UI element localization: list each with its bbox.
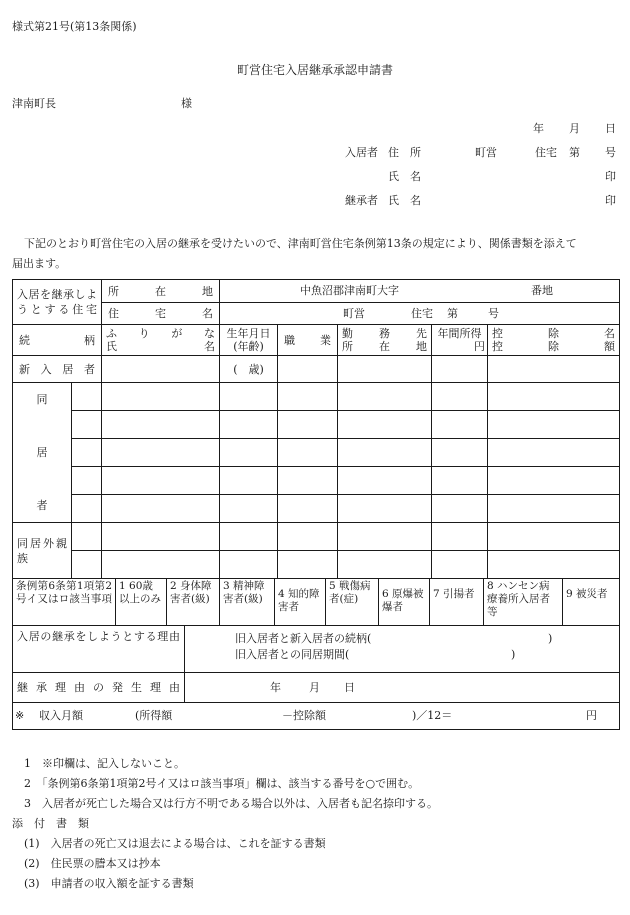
- successor-role: 継承者: [345, 194, 378, 207]
- category-5-num: 5: [329, 580, 336, 592]
- cohabitant-row-4-name[interactable]: [102, 467, 220, 495]
- income-formula1: (所得額: [135, 709, 173, 722]
- housing-name-label: 住 宅 名: [102, 303, 220, 325]
- hdr-deduction1: 控除名: [492, 327, 615, 340]
- new-resident-name-cell[interactable]: [102, 356, 220, 383]
- cohabitant-row-5-relation[interactable]: [72, 495, 102, 523]
- cohabitant-row-3-occupation[interactable]: [278, 439, 338, 467]
- category-4-num: 4: [278, 588, 285, 600]
- reason-line1: 旧入居者と新入居者の続柄(: [235, 632, 372, 645]
- hdr-workplace2: 所在地: [342, 340, 427, 353]
- cohabitant-char-3: 者: [36, 499, 48, 512]
- category-7-text: 引揚者: [443, 588, 475, 600]
- income-yen: 円: [586, 709, 597, 722]
- cohabitant-row-5-birth[interactable]: [220, 495, 278, 523]
- hdr-name: 氏名: [106, 340, 215, 353]
- cohabitant-row-1-relation[interactable]: [72, 383, 102, 411]
- category-1-num: 1: [119, 580, 126, 592]
- category-6-num: 6: [382, 588, 389, 600]
- cohabitant-row-3-birth[interactable]: [220, 439, 278, 467]
- cohabitant-row-3-income[interactable]: [432, 439, 488, 467]
- housing-name-field[interactable]: [220, 303, 620, 325]
- cohabitant-row-5-occupation[interactable]: [278, 495, 338, 523]
- income-formula3: )／12＝: [412, 709, 453, 722]
- cohabitant-row-4-deduction[interactable]: [488, 467, 620, 495]
- cause-label: 継承理由の発生理由: [13, 673, 185, 702]
- application-table: [12, 279, 620, 730]
- outside-cohabitant-label: 同居外親族: [13, 523, 72, 579]
- category-9-text: 被災者: [576, 588, 608, 600]
- cause-field[interactable]: [185, 673, 619, 702]
- note-3: 3 入居者が死亡した場合又は行方不明である場合以外は、入居者も記名捺印する。: [24, 797, 438, 810]
- cohabitant-row-2-workplace[interactable]: [338, 411, 432, 439]
- outside-row-2-income[interactable]: [432, 551, 488, 579]
- resident-name-label: 氏 名: [388, 170, 421, 183]
- new-resident-income-cell[interactable]: [432, 356, 488, 383]
- cause-year: 年: [270, 681, 281, 694]
- reason-row: [13, 626, 620, 673]
- attachments-title: 添 付 書 類: [12, 817, 89, 830]
- hdr-birth: 生年月日: [226, 327, 271, 340]
- hdr-deduction2: 控除額: [492, 340, 615, 353]
- date-month: 月: [569, 122, 580, 135]
- cohabitant-row-3-name[interactable]: [102, 439, 220, 467]
- cohabitant-row-2-relation[interactable]: [72, 411, 102, 439]
- cohabitant-row-1-occupation[interactable]: [278, 383, 338, 411]
- hdr-workplace1: 勤務先: [342, 327, 427, 340]
- category-8-text: ハンセン病療養所入居者等: [487, 580, 550, 618]
- cohabitant-row-1-income[interactable]: [432, 383, 488, 411]
- reason-line1-end: ): [548, 632, 553, 645]
- category-8[interactable]: [484, 579, 563, 625]
- outside-row-2-deduction[interactable]: [488, 551, 620, 579]
- category-1[interactable]: [116, 579, 167, 625]
- category-label: 条例第6条第1項第2号イ又はロ該当事項: [13, 579, 116, 625]
- cohabitant-row-3-workplace[interactable]: [338, 439, 432, 467]
- cause-month: 月: [309, 681, 320, 694]
- new-resident-age[interactable]: ( 歳): [220, 356, 278, 383]
- category-3-text: 精神障害者(級): [223, 580, 265, 605]
- income-formula2: －控除額: [282, 709, 326, 722]
- cause-row: [13, 673, 620, 703]
- outside-row-1-birth[interactable]: [220, 523, 278, 551]
- category-4[interactable]: [275, 579, 326, 625]
- hdr-relation: 続柄: [13, 325, 102, 356]
- category-6[interactable]: [379, 579, 430, 625]
- housing-name-no: 第: [447, 307, 458, 320]
- cohabitant-row-4-birth[interactable]: [220, 467, 278, 495]
- category-3-num: 3: [223, 580, 230, 592]
- reason-field[interactable]: [185, 626, 619, 672]
- hdr-income1: 年間所得: [437, 327, 482, 340]
- housing-label: 入居を継承しようとする住宅: [13, 280, 102, 325]
- cohabitant-row-1-workplace[interactable]: [338, 383, 432, 411]
- category-2-num: 2: [170, 580, 177, 592]
- cohabitant-row-2-birth[interactable]: [220, 411, 278, 439]
- cohabitant-row-5-income[interactable]: [432, 495, 488, 523]
- outside-row-2-workplace[interactable]: [338, 551, 432, 579]
- resident-role: 入居者: [345, 146, 378, 159]
- cohabitant-row-2-income[interactable]: [432, 411, 488, 439]
- date-year: 年: [533, 122, 544, 135]
- category-9-num: 9: [566, 588, 573, 600]
- reason-label: 入居の継承をしようとする理由: [13, 626, 185, 672]
- address-label: 住 所: [388, 146, 421, 159]
- location-field[interactable]: [220, 280, 620, 303]
- cohabitant-row-3-deduction[interactable]: [488, 439, 620, 467]
- category-6-text: 原爆被爆者: [382, 588, 424, 613]
- outside-row-1-occupation[interactable]: [278, 523, 338, 551]
- note-2: 2 「条例第6条第1項第2号イ又はロ該当事項」欄は、該当する番号を○で囲む。: [24, 777, 420, 790]
- category-7[interactable]: [430, 579, 484, 625]
- cohabitant-row-4-occupation[interactable]: [278, 467, 338, 495]
- cohabitant-row-1-birth[interactable]: [220, 383, 278, 411]
- cohabitant-row-4-relation[interactable]: [72, 467, 102, 495]
- cohabitant-row-2-occupation[interactable]: [278, 411, 338, 439]
- outside-row-2-name[interactable]: [102, 551, 220, 579]
- category-1-text: 60歳以上のみ: [119, 580, 161, 605]
- reason-line2-end: ): [511, 648, 516, 661]
- cohabitant-row-2-deduction[interactable]: [488, 411, 620, 439]
- cohabitant-row-4-workplace[interactable]: [338, 467, 432, 495]
- housing-name-gou: 号: [488, 307, 499, 320]
- category-2[interactable]: [167, 579, 220, 625]
- location-label: 所 在 地: [102, 280, 220, 303]
- honorific: 様: [181, 97, 192, 110]
- cohabitant-char-2: 居: [36, 446, 48, 459]
- intro-line2: 届出ます。: [12, 257, 67, 270]
- resident-seal: 印: [605, 170, 616, 183]
- hdr-income2: 円: [474, 340, 485, 353]
- housing-name-housing: 住宅: [411, 307, 433, 320]
- addressee: 津南町長: [12, 97, 56, 110]
- attachment-2: (2) 住民票の謄本又は抄本: [24, 857, 161, 870]
- reason-line2: 旧入居者との同居期間(: [235, 648, 350, 661]
- cohabitant-row-1-name[interactable]: [102, 383, 220, 411]
- hdr-age: (年齢): [233, 340, 264, 353]
- category-5[interactable]: [326, 579, 379, 625]
- cohabitant-row-4-income[interactable]: [432, 467, 488, 495]
- cohabitant-row-1-deduction[interactable]: [488, 383, 620, 411]
- income-row[interactable]: [13, 703, 620, 730]
- cohabitant-row-3-relation[interactable]: [72, 439, 102, 467]
- intro-line1: 下記のとおり町営住宅の入居の継承を受けたいので、津南町営住宅条例第13条の規定により、関係書類を添えて: [24, 237, 577, 250]
- outside-row-1-income[interactable]: [432, 523, 488, 551]
- category-5-text: 戦傷病者(症): [329, 580, 371, 605]
- category-2-text: 身体障害者(級): [170, 580, 212, 605]
- form-number: 様式第21号(第13条関係): [12, 20, 137, 33]
- outside-row-1-workplace[interactable]: [338, 523, 432, 551]
- new-resident-deduction-cell[interactable]: [488, 356, 620, 383]
- hdr-furigana: ふりがな: [106, 327, 215, 340]
- category-3[interactable]: [220, 579, 275, 625]
- address-town: 町営: [475, 146, 497, 159]
- address-housing: 住宅: [535, 146, 557, 159]
- category-row: [13, 579, 620, 626]
- new-resident-workplace-cell[interactable]: [338, 356, 432, 383]
- successor-seal: 印: [605, 194, 616, 207]
- income-label: 収入月額: [39, 709, 83, 722]
- income-mark: ※: [15, 709, 25, 722]
- successor-name-label: 氏 名: [388, 194, 421, 207]
- location-value: 中魚沼郡津南町大字: [300, 284, 399, 297]
- outside-row-1-relation[interactable]: [72, 523, 102, 551]
- outside-row-1-deduction[interactable]: [488, 523, 620, 551]
- note-1: 1 ※印欄は、記入しないこと。: [24, 757, 185, 770]
- page-title: 町営住宅入居継承承認申請書: [237, 63, 394, 77]
- housing-name-town: 町営: [343, 307, 365, 320]
- new-resident-occupation-cell[interactable]: [278, 356, 338, 383]
- date-day: 日: [605, 122, 616, 135]
- cohabitant-row-5-name[interactable]: [102, 495, 220, 523]
- outside-row-2-relation[interactable]: [72, 551, 102, 579]
- cohabitant-row-5-workplace[interactable]: [338, 495, 432, 523]
- cohabitant-label: [13, 383, 72, 523]
- category-7-num: 7: [433, 588, 440, 600]
- outside-row-2-occupation[interactable]: [278, 551, 338, 579]
- category-4-text: 知的障害者: [278, 588, 320, 613]
- cohabitant-row-2-name[interactable]: [102, 411, 220, 439]
- location-banchi: 番地: [531, 284, 553, 297]
- cohabitant-row-5-deduction[interactable]: [488, 495, 620, 523]
- attachment-1: (1) 入居者の死亡又は退去による場合は、これを証する書類: [24, 837, 326, 850]
- address-gou: 号: [605, 146, 616, 159]
- new-resident-label: 新入居者: [13, 356, 102, 383]
- hdr-occupation: 職業: [278, 325, 338, 356]
- cause-day: 日: [344, 681, 355, 694]
- address-no: 第: [569, 146, 580, 159]
- outside-row-2-birth[interactable]: [220, 551, 278, 579]
- category-8-num: 8: [487, 580, 494, 592]
- cohabitant-char-1: 同: [36, 393, 48, 406]
- attachment-3: (3) 申請者の収入額を証する書類: [24, 877, 194, 890]
- outside-row-1-name[interactable]: [102, 523, 220, 551]
- category-9[interactable]: [563, 579, 619, 625]
